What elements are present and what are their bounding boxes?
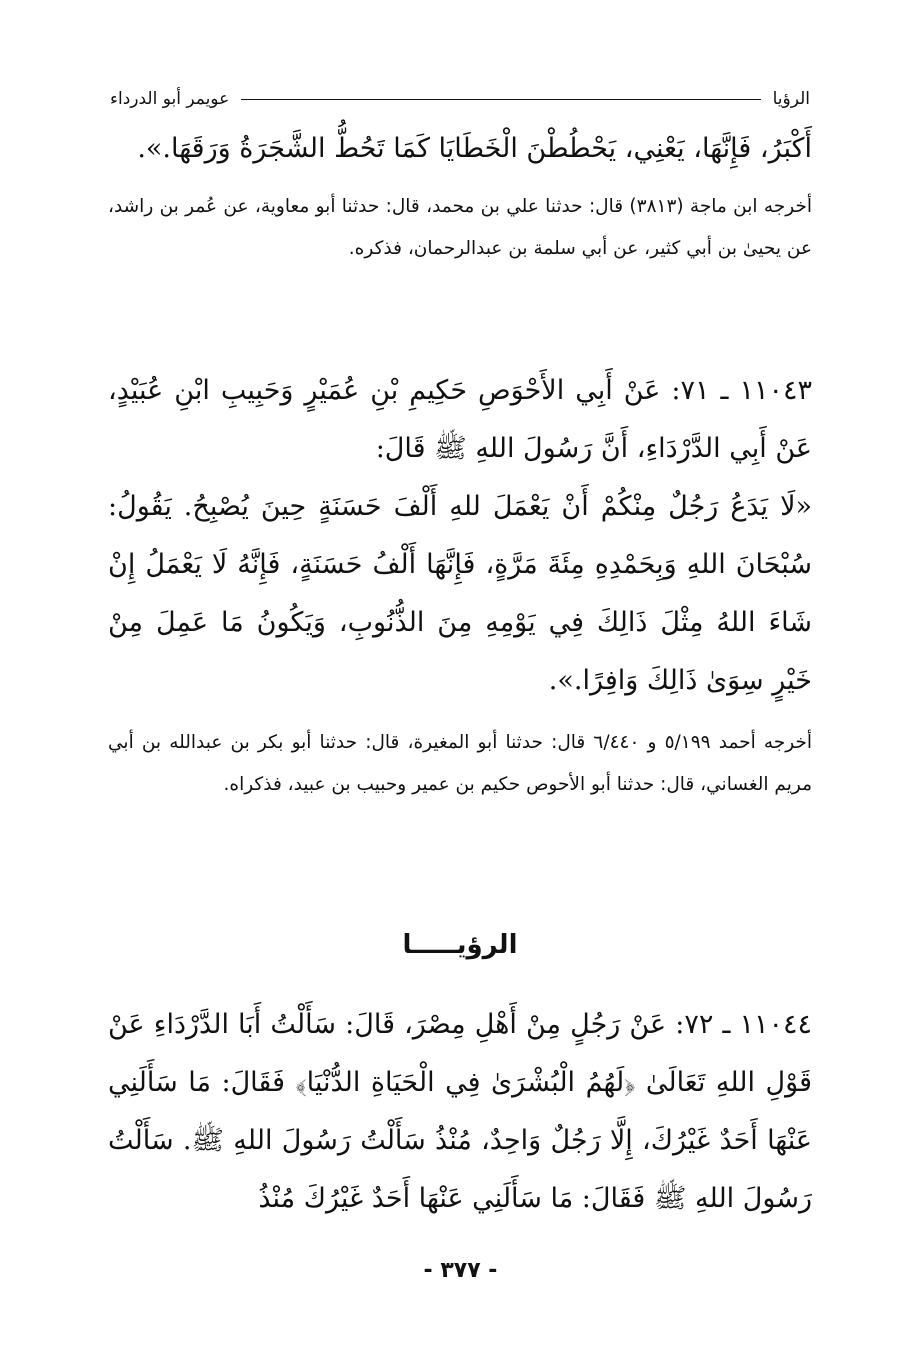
header-rule — [241, 99, 760, 100]
hadith-11044: ١١٠٤٤ ـ ٧٢: عَنْ رَجُلٍ مِنْ أَهْلِ مِصْرَ، قَالَ: سَأَلْتُ أَبَا الدَّرْدَاءِ عَنْ قَوْلِ اللهِ تَعَالَىٰ ﴿لَهُمُ الْبُشْرَىٰ فِي الْحَيَاةِ الدُّنْيَا﴾ فَقَالَ: مَا سَأَلَنِي عَنْهَا أَحَدٌ غَيْرُكَ، إِلَّا رَجُلٌ وَاحِدٌ، مُنْذُ سَأَلْتُ رَسُولَ اللهِ ﷺ. سَأَلْتُ رَسُولَ اللهِ ﷺ فَقَالَ: مَا سَأَلَنِي عَنْهَا أَحَدٌ غَيْرُكَ مُنْذُ — [108, 1009, 812, 1214]
hadith-11043-matn: «لَا يَدَعُ رَجُلٌ مِنْكُمْ أَنْ يَعْمَلَ للهِ أَلْفَ حَسَنَةٍ حِينَ يُصْبِحُ. يَقُولُ: سُبْحَانَ اللهِ وَبِحَمْدِهِ مِئَةَ مَرَّةٍ، فَإِنَّهَا أَلْفُ حَسَنَةٍ، فَإِنَّهُ لَا يَعْمَلُ إِنْ شَاءَ اللهُ مِثْلَ ذَالِكَ فِي يَوْمِهِ مِنَ الذُّنُوبِ، وَيَكُونُ مَا عَمِلَ مِنْ خَيْرٍ سِوَىٰ ذَالِكَ وَافِرًا.». — [108, 491, 812, 696]
running-header — [110, 84, 810, 114]
page-number: - ٣٧٧ - — [423, 1258, 498, 1283]
hadith-continuation: أَكْبَرُ، فَإِنَّهَا، يَعْنِي، يَحْطُطْنَ الْخَطَايَا كَمَا تَحُطُّ الشَّجَرَةُ وَرَقَهَا.». — [137, 133, 812, 164]
hadith-11043 — [108, 362, 812, 710]
hadith-11043-isnad: ١١٠٤٣ ـ ٧١: عَنْ أَبِي الأَحْوَصِ حَكِيمِ بْنِ عُمَيْرٍ وَحَبِيبِ ابْنِ عُبَيْدٍ، عَنْ أَبِي الدَّرْدَاءِ، أَنَّ رَسُولَ اللهِ ﷺ قَالَ: — [108, 375, 812, 464]
section-heading: الرؤيـــــا — [402, 930, 518, 960]
takhrij-note-1: أخرجه ابن ماجة (٣٨١٣) قال: حدثنا علي بن محمد، قال: حدثنا أبو معاوية، عن عُمر بن راشد، عن يحيىٰ بن أبي كثير، عن أبي سلمة بن عبدالرحمان، فذكره. — [108, 196, 812, 259]
header-chapter-title: الرؤيا — [772, 89, 810, 109]
header-companion-name: عويمر أبو الدرداء — [110, 89, 230, 109]
takhrij-note-2: أخرجه أحمد ٥/١٩٩ و ٦/٤٤٠ قال: حدثنا أبو المغيرة، قال: حدثنا أبو بكر بن عبدالله بن أبي مريم الغساني، قال: حدثنا أبو الأحوص حكيم بن عمير وحبيب بن عبيد، فذكراه. — [108, 732, 812, 795]
